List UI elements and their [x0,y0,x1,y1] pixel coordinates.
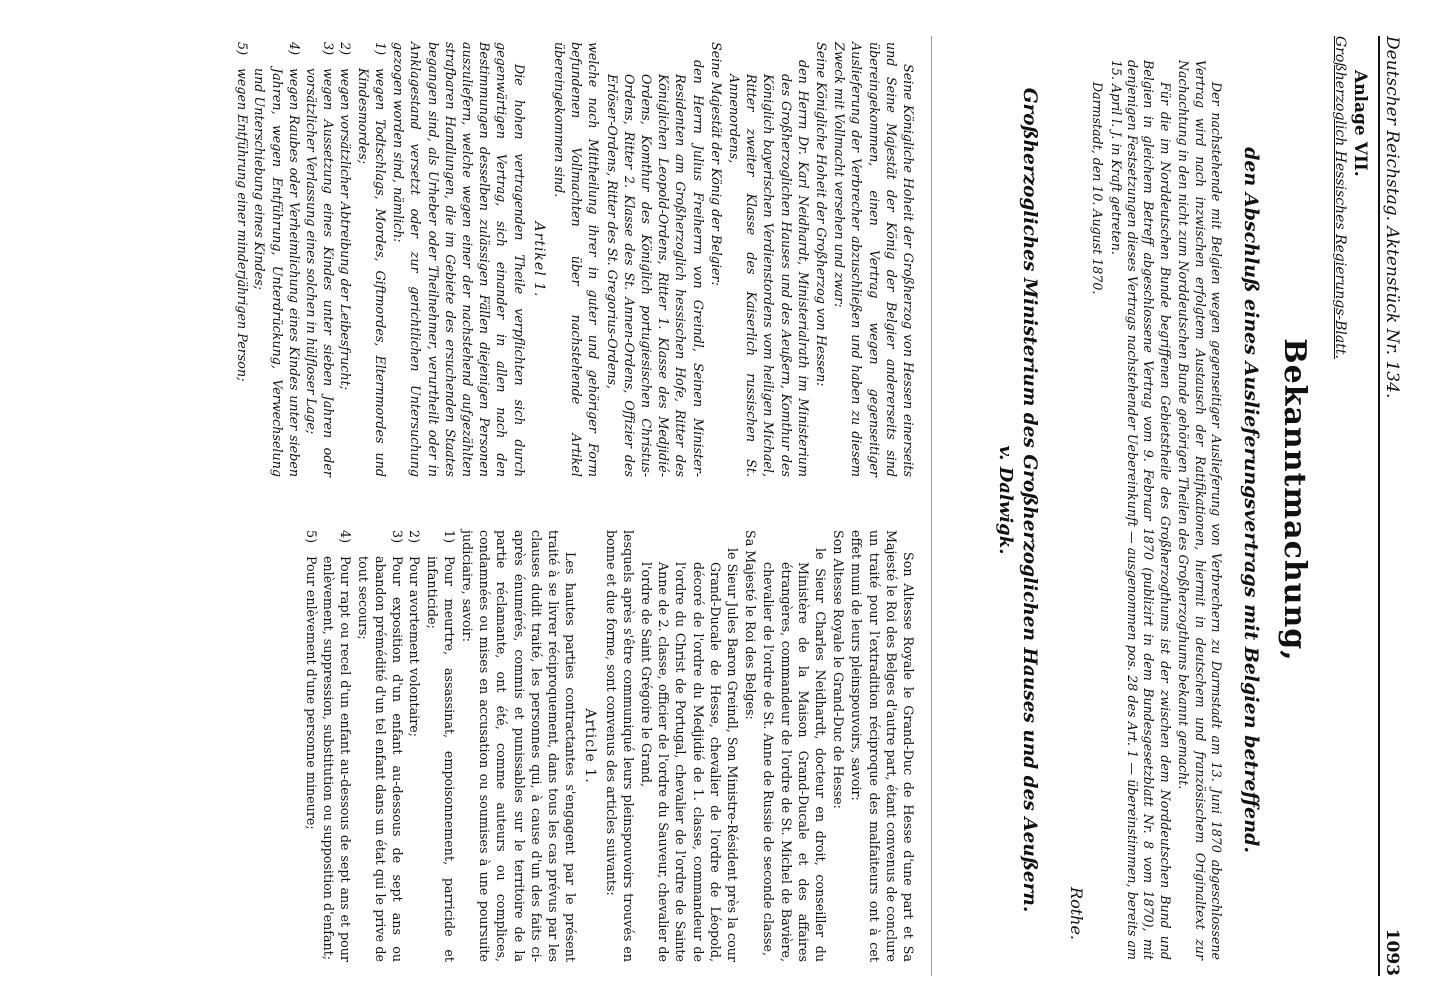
list-item [406,530,423,962]
german-paragraph: Seine Königliche Hoheit der Großherzog von Hessen: [813,42,829,387]
header-title: Deutscher Reichstag. Aktenstück Nr. 134. [1382,36,1402,399]
item-number: 2) [407,530,423,544]
item-text: Pour rapt ou recel d'un enfant au-dessous de sept ans et pour enlèvement, suppression, substitution ou supposition d'enfant; [321,556,354,962]
item-text: Pour avortement volontaire; [407,556,423,738]
document-subtitle: den Abschluß eines Auslieferungsvertrags mit Belgien betreffend. [1240,147,1262,853]
item-number: 4) [286,42,302,56]
list-item [251,42,303,477]
list-item [337,42,354,477]
german-paragraph: Die hohen vertragenden Theile verpflichten sich durch gegenwärtigen Vertrag, sich einander in allen nach den Bestimmungen desselben zulässigen Fällen diejenigen Personen auszuliefern, welche wegen einer der nachstehend aufgezählten strafbaren Handlungen, die im Gebiete des ersuchenden Staates begangen sind, als Urheber oder Theilnehmer, verurtheilt oder in Anklagestand versetzt oder zur gerichtlichen Untersuchung gezogen worden sind, nämlich: [391,42,527,477]
intro-dateline: Darmstadt, den 10. August 1870. [1090,82,1106,295]
french-paragraph: Les hautes parties contractantes s'engagent par le présent traité à se livrer réciproquement, dans tous les cas prévus par les clauses dudit traité, les personnes qui, à cause d'un des faits ci-après énumérés, commis et punissables sur le territoire de la partie réclamante, ont été, comme auteurs ou complices, condamnées ou mises en accusation ou soumises à une poursuite judiciaire, savoir: [459,530,579,962]
french-paragraph: lesquels après s'être communiqué leurs pleinspouvoirs trouvés en bonne et due forme, sont convenus des articles suivants: [603,530,636,962]
intro-text [1087,60,1224,960]
item-text: Pour meurtre, assassinat, empoisonnement, parricide et infanticide; [424,556,457,962]
item-text: wegen Todtschlags, Mordes, Giftmordes, Elternmordes und Kindesmordes; [355,68,388,477]
list-item [320,530,354,962]
list-item [355,42,389,477]
french-paragraph: le Sieur Charles Neidhardt, docteur en droit, conseiller du Ministère de la Maison Grand-Ducale et des affaires étrangères, commandeur de l'ordre de St. Michel de Bavière, chevalier de l'ordre de St. Anne de Russie de seconde classe, [761,548,828,962]
german-column [234,42,917,477]
page-number: 1093 [1382,928,1402,976]
page-header [1378,36,1402,976]
signer-rothe: Rothe. [1067,887,1086,940]
list-item [423,530,457,962]
item-number: 2) [338,42,354,56]
intro-paragraph: Der nachstehende mit Belgien wegen gegenseitiger Auslieferung von Verbrechern zu Darmstadt am 13. Juni 1870 abgeschlossene Vertrag wird nach inzwischen erfolgtem Austausch der Ratifikationen, hiermit in deutschem und französischem Originaltext zur Nachachtung in den nicht zum Norddeutschen Bunde gehörigen Theilen des Großherzogthums bekannt gemacht. [1176,60,1224,960]
german-paragraph: welche nach Mittheilung ihrer in guter und gehöriger Form befundenen Vollmachten über nachstehende Artikel übereingekommen sind. [551,42,602,477]
list-item [355,530,407,962]
intro-paragraph: Für die im Norddeutschen Bunde begriffenen Gebietstheile des Großherzogthums ist der zwischen dem Norddeutschen Bund und Belgien in gleichem Betreff abgeschlossene Vertrag vom 9. Februar 1870 (publizirt in dem Bundesgesetzblatt Nr. 8 vom 1870), mit denjenigen Festsetzungen dieses Vertrags nachstehender Uebereinkunft — ausgenommen pos. 28 des Art. 1 — übereinstimmen, bereits am 15. April l. J. in Kraft getreten. [1108,60,1173,960]
item-number: 4) [338,530,354,544]
list-item [303,42,337,477]
german-article-heading: Artikel 1. [530,221,547,298]
french-paragraph: Son Altesse Royale le Grand-Duc de Hesse d'une part et Sa Majesté le Roi des Belges d'autre part, étant convenus de conclure un traité pour l'extradition réciproque des malfaiteurs ont à cet effet muni de leurs pleinspouvoirs, savoir: [849,530,916,962]
item-number: 1) [441,530,457,544]
item-text: Pour enlèvement d'une personne mineure; [304,556,320,830]
french-column [303,530,917,962]
french-paragraph: le Sieur Jules Baron Greindl, Son Ministre-Résident près la cour Grand-Ducale de Hesse, chevalier de l'ordre de Léopold, décoré de l'ordre du Medjidié de 1. classe, commandeur de l'ordre du Christ de Portugal, chevalier de l'ordre de Sainte Anne de 2. classe, officier de l'ordre du Sauveur, chevalier de l'ordre de Saint Grégoire le Grand, [638,548,740,962]
item-text: Pour exposition d'un enfant au-dessous de sept ans ou abandon prémédité d'un tel enfant dans un état qui le prive de tout secours; [355,556,406,962]
document-title: Bekanntmachung, [1277,338,1312,662]
french-paragraph: Sa Majesté le Roi des Belges: [743,530,759,720]
list-item [303,530,320,962]
item-number: 1) [372,42,388,56]
german-paragraph: den Herrn Julius Freiherrn von Greindl, Seinen Minister-Residenten am Großherzoglich hessischen Hofe, Ritter des Königlichen Leopold-Ordens, Ritter 1. Klasse des Medjidié-Ordens, Komthur des Königlich portugiesischen Christus-Ordens, Ritter 2. Klasse des St. Annen-Ordens, Offizier des Erlöser-Ordens, Ritter des St. Gregorius-Ordens, [604,60,706,477]
item-text: wegen vorsätzlicher Abtreibung der Leibesfrucht; [338,68,354,391]
german-paragraph: Seine Königliche Hoheit der Großherzog von Hessen einerseits und Seine Majestät der König der Belgier andererseits sind übereingekommen, einen Vertrag wegen gegenseitiger Auslieferung der Verbrecher abzuschließen und haben zu diesem Zweck mit Vollmacht versehen und zwar: [832,42,916,477]
item-number: 5) [235,42,251,56]
ministry-name: Großherzogliches Ministerium des Großherzoglichen Hauses und des Aeußern. [1019,87,1040,913]
item-number: 3) [390,530,406,544]
anlage-source: Großherzoglich Hessisches Regierungs-Blatt. [1332,36,1348,359]
signer-dalwigk: v. Dalwigk. [995,445,1016,555]
german-paragraph: Seine Majestät der König der Belgier: [708,42,724,286]
french-article-heading: Article 1. [582,708,599,784]
item-text: wegen Entführung einer minderjährigen Person; [235,68,251,382]
german-paragraph: den Herrn Dr. Karl Neidhardt, Ministerialrath im Ministerium des Großherzoglichen Hauses und des Aeußern, Komthur des Königlich bayerischen Verdienstordens vom heiligen Michael, Ritter zweiter Klasse des Kaiserlich russischen St. Annenordens, [726,60,811,477]
item-text: wegen Raubes oder Verheimlichung eines Kindes unter sieben Jahren, wegen Entführung, Unterdrückung, Verwechselung und Unterschiebung eines Kindes; [252,68,302,477]
item-number: 5) [304,530,320,544]
item-number: 3) [321,42,337,56]
list-item [234,42,251,477]
item-text: wegen Aussetzung eines Kindes unter sieben Jahren oder vorsätzlicher Verlassung eines solchen in hülfloser Lage; [304,68,337,477]
anlage-label: Anlage VII. [1350,70,1370,177]
section-divider [931,36,932,976]
french-paragraph: Son Altesse Royale le Grand-Duc de Hesse: [831,530,847,809]
